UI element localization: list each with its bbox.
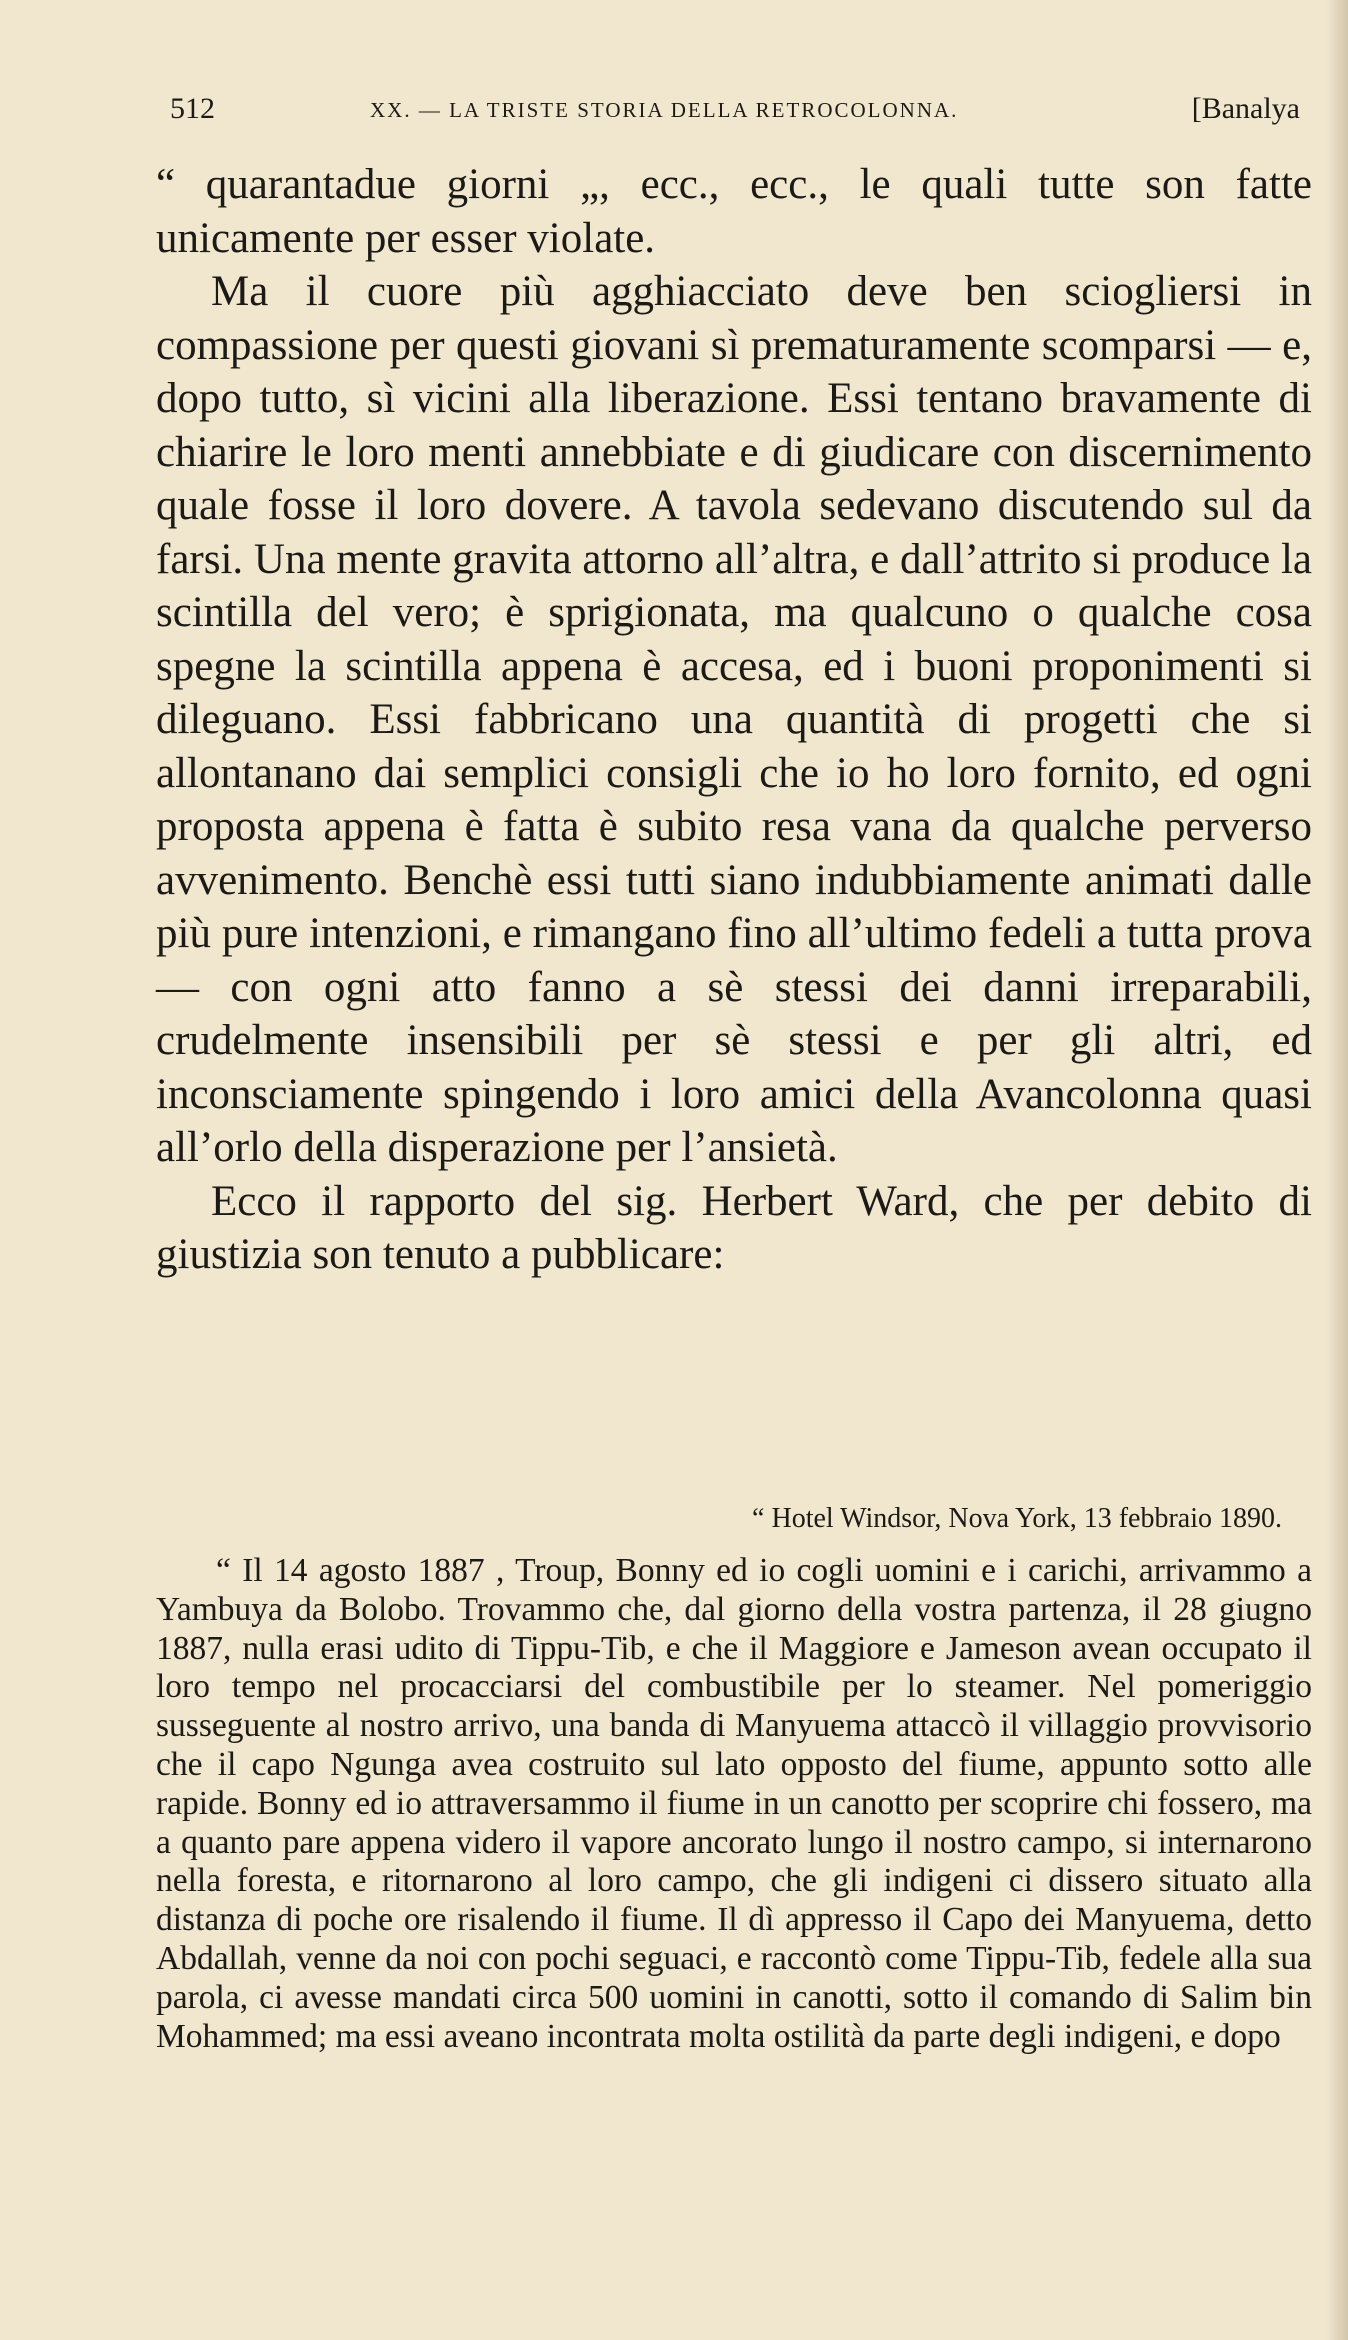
paragraph-3: Ecco il rapporto del sig. Herbert Ward, che per debito di giustizia son tenuto a pubblicare:: [156, 1177, 1312, 1278]
paragraph-1: “ quarantadue giorni „, ecc., ecc., le quali tutte son fatte unicamente per esser violate.: [156, 161, 1312, 262]
main-text: [156, 158, 1312, 1282]
letter-dateline: “ Hotel Windsor, Nova York, 13 febbraio 1890.: [752, 1503, 1282, 1534]
page-number: 512: [170, 92, 215, 125]
running-header: [170, 92, 1300, 132]
paragraph-2: Ma il cuore più agghiacciato deve ben sciogliersi in compassione per questi giovani sì prematuramente scomparsi — e, dopo tutto, sì vicini alla liberazione. Essi tentano bravamente di chiarire le loro menti annebbiate e di giudicare con discernimento quale fosse il loro dovere. A tavola sedevano discutendo sul da farsi. Una mente gravita attorno all’altra, e dall’attrito si produce la scintilla del vero; è sprigionata, ma qualcuno o qualche cosa spegne la scintilla appena è accesa, ed i buoni proponimenti si dileguano. Essi fabbricano una quantità di progetti che si allontanano dai semplici consigli che io ho loro fornito, ed ogni proposta appena è fatta è subito resa vana da qualche perverso avvenimento. Benchè essi tutti siano indubbiamente animati dalle più pure intenzioni, e rimangano fino all’ultimo fedeli a tutta prova — con ogni atto fanno a sè stessi dei danni irreparabili, crudelmente insensibili per sè stessi e per gli altri, ed inconsciamente spingendo i loro amici della Avancolonna quasi all’orlo della disperazione per l’ansietà.: [156, 268, 1312, 1171]
running-title: XX. — LA TRISTE STORIA DELLA RETROCOLONNA.: [370, 98, 959, 122]
running-place: [Banalya: [1191, 92, 1300, 125]
page-edge-shadow: [1326, 0, 1348, 2340]
quoted-letter: [156, 1552, 1312, 2056]
letter-paragraph: “ Il 14 agosto 1887 , Troup, Bonny ed io cogli uomini e i carichi, arrivammo a Yambuya da Bolobo. Trovammo che, dal giorno della vostra partenza, il 28 giugno 1887, nulla erasi udito di Tippu-Tib, e che il Maggiore e Jameson avean occupato il loro tempo nel procacciarsi del combustibile per lo steamer. Nel pomeriggio susseguente al nostro arrivo, una banda di Manyuema attaccò il villaggio provvisorio che il capo Ngunga avea costruito sul lato opposto del fiume, appunto sotto alle rapide. Bonny ed io attraversammo il fiume in un canotto per scoprire chi fossero, ma a quanto pare appena videro il vapore ancorato lungo il nostro campo, si internarono nella foresta, e ritornarono al loro campo, che gli indigeni ci dissero situato alla distanza di poche ore risalendo il fiume. Il dì appresso il Capo dei Manyuema, detto Abdallah, venne da noi con pochi seguaci, e raccontò come Tippu-Tib, fedele alla sua parola, ci avesse mandati circa 500 uomini in canotti, sotto il comando di Salim bin Mohammed; ma essi aveano incontrata molta ostilità da parte degli indigeni, e dopo: [156, 1552, 1312, 2055]
